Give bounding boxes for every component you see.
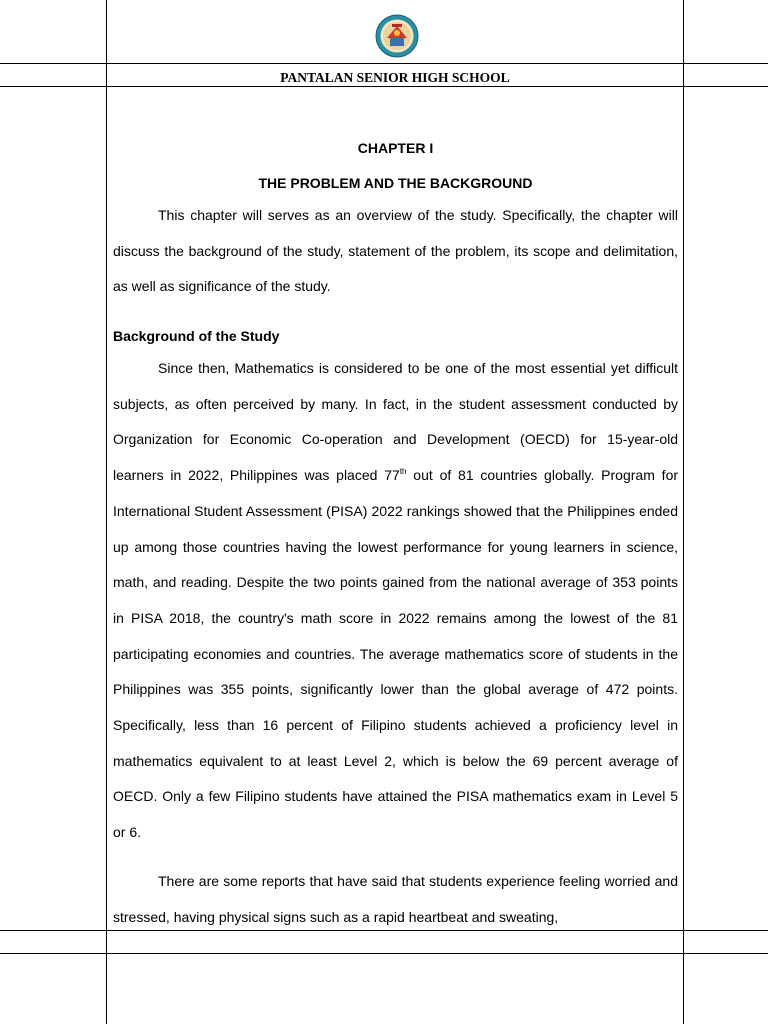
school-name: PANTALAN SENIOR HIGH SCHOOL [280,70,510,85]
background-text-end: out of 81 countries globally. Program for International Student Assessment (PISA) 2022 rankings showed that the Philippines ended up among those countries having the lowest performance for young learners in science, math, and reading. Despite the two points gained from the national average of 353 points in PISA 2018, the country's math score in 2022 remains among the lowest of the 81 participating economies and countries. The average mathematics score of students in the Philippines was 355 points, significantly lower than the global average of 472 points. Specifically, less than 16 percent of Filipino students achieved a proficiency level in mathematics equivalent to at least Level 2, which is below the 69 percent average of OECD. Only a few Filipino students have attained the PISA mathematics exam in Level 5 or 6. [113,467,679,841]
header-top-line [0,63,768,64]
intro-paragraph: This chapter will serves as an overview of the study. Specifically, the chapter will discuss the background of the study, statement of the problem, its scope and delimitation, as well as significance of the study. [113,207,678,295]
stress-paragraph: There are some reports that have said that students experience feeling worried and stressed, having physical signs such as a rapid heartbeat and sweating, [113,873,678,925]
school-seal-logo [375,14,419,58]
left-margin-line [106,0,107,1024]
header-bottom-line [0,86,768,87]
chapter-title: THE PROBLEM AND THE BACKGROUND [258,175,533,191]
footer-bottom-line [0,953,768,954]
right-margin-line [683,0,684,1024]
background-text-start: Since then, Mathematics is considered to be one of the most essential yet difficult subjects, as often perceived by many. In fact, in the student assessment conducted by Organization for Economic Co-operation and Development (OECD) for 15-year-old learners in 2022, Philippines was placed 77 [113,360,678,484]
section-heading: Background of the Study [113,328,280,344]
chapter-number: CHAPTER I [357,140,434,156]
background-paragraph [113,351,678,851]
ordinal-suffix: th [399,467,407,477]
